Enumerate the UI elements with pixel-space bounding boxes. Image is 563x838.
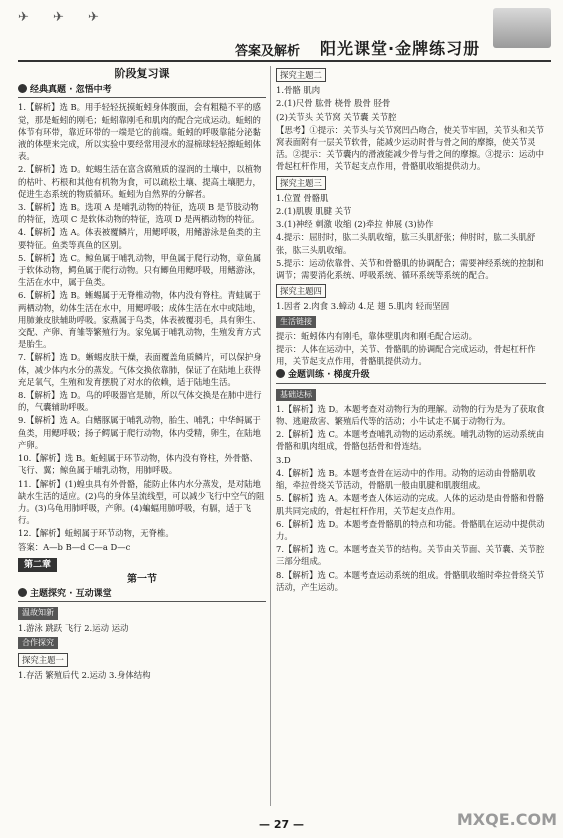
- answer-para: 2.【解析】选 C。本题考查哺乳动物的运动系统。哺乳动物的运动系统由骨骼和肌肉组成，骨骼包括骨和骨连结。: [276, 429, 545, 452]
- answer-para: 8.【解析】选 C。本题考查运动系统的组成。骨骼肌收缩时牵拉骨绕关节活动，产生运动。: [276, 569, 545, 592]
- line: 5.提示：运动依靠骨、关节和骨骼肌的协调配合；需要神经系统的控制和调节；需要消化系统、呼吸系统、循环系统等系统的配合。: [276, 257, 544, 281]
- answer-para: 11.【解析】(1)蝗虫具有外骨骼，能防止体内水分蒸发，是对陆地缺水生活的适应。(2)鸟的身体呈流线型，可以减少飞行中空气的阻力。(3)乌龟用肺呼吸，产卵。(4)蝙蝠用肺呼吸，有膈，适于飞行。: [18, 478, 265, 526]
- answer-para: 8.【解析】选 D。鸟的呼吸器官是肺，所以气体交换是在肺中进行的，气囊辅助呼吸。: [18, 390, 262, 413]
- page-number: — 27 —: [259, 818, 304, 831]
- line: 1.游泳 跳跃 飞行 2.运动 运动: [18, 622, 129, 633]
- answer-para: 3.D: [276, 454, 291, 465]
- answer-para: 1.【解析】选 D。本题考查对动物行为的理解。动物的行为是为了获取食物、逃避敌害、繁殖后代等的活动；小牛试走不属于动物行为。: [276, 403, 545, 427]
- topic-box-4: 探究主题四: [276, 284, 326, 298]
- answer-para: 4.【解析】选 B。本题考查骨在运动中的作用。动物的运动由骨骼肌收缩，牵拉骨绕关节活动，骨骼肌一般由肌腱和肌腹组成。: [276, 467, 536, 491]
- header-graphic: [493, 8, 551, 48]
- chapter-label: 第二章: [18, 558, 57, 572]
- answer-para: 9.【解析】选 A。白鳍豚属于哺乳动物，胎生、哺乳；中华鲟属于鱼类，用鳃呼吸；扬子鳄属于爬行动物，体内受精，卵生，在陆地产卵。: [18, 415, 261, 450]
- line: 2.(1)肌腹 肌腱 关节: [276, 206, 352, 217]
- answer-para: 10.【解析】选 B。蚯蚓属于环节动物，体内没有脊柱，外骨骼、飞行、翼；鲸鱼属于哺乳动物，用肺呼吸。: [18, 453, 258, 476]
- band-classic-questions: 经典真题 · 忽悟中考: [18, 84, 266, 98]
- band-topic-explore: 主题探究 · 互动课堂: [18, 588, 266, 602]
- answer-para: 4.【解析】选 A。体表被覆鳞片，用鳃呼吸，用鳍游泳是鱼类的主要特征。鱼类等真鱼的区别。: [18, 227, 261, 250]
- topic-box-2: 探究主题二: [276, 68, 326, 82]
- badge-icon: [18, 588, 27, 597]
- line: 提示：人体在运动中，关节、骨骼肌的协调配合完成运动，骨起杠杆作用，关节起支点作用，骨骼肌提供动力。: [276, 344, 536, 367]
- tag-review: 温故知新: [18, 607, 58, 619]
- topic-box-1: 探究主题一: [18, 653, 68, 667]
- page-header: [0, 0, 563, 62]
- column-divider: [270, 66, 271, 806]
- subsection-title: 第一节: [127, 573, 157, 585]
- answer-para: 7.【解析】选 C。本题考查关节的结构。关节由关节面、关节囊、关节腔三部分组成。: [276, 544, 545, 567]
- header-left-title: 答案及解析: [235, 44, 301, 59]
- think-para: 【思考】①提示：关节头与关节窝凹凸吻合，使关节牢固，关节头和关节窝表面附有一层关节软骨，能减少运动时骨与骨之间的摩擦，使关节灵活。②提示：关节囊内的滑液能减少骨与骨之间的摩擦。③提示：运动中骨起杠杆作用，关节起支点作用，骨骼肌收缩提供动力。: [276, 124, 544, 172]
- right-column: [276, 66, 546, 594]
- line: 1.存活 繁殖后代 2.运动 3.身体结构: [18, 670, 151, 681]
- answer-para: 1.【解析】选 B。用手轻轻抚摸蚯蚓身体腹面，会有粗糙不平的感觉，那是蚯蚓的刚毛；蚯蚓靠刚毛和肌肉的配合完成运动。蚯蚓的体节有环带，靠近环带的一端是它的前端。蚯蚓的呼吸靠能分泌黏液的体壁来完成，所以实验中要经常用浸水的湿棉球轻轻擦蚯蚓体表。: [18, 102, 261, 162]
- birds-decoration: ✈ ✈ ✈: [18, 10, 109, 25]
- watermark: MXQE.COM: [456, 810, 557, 829]
- tag-basic: 基础达标: [276, 389, 316, 401]
- topic-box-3: 探究主题三: [276, 176, 326, 190]
- line: 4.提示：屈肘时，肱二头肌收缩，肱三头肌舒张；伸肘时，肱二头肌舒张，肱三头肌收缩。: [276, 232, 536, 255]
- answer-para: 2.【解析】选 D。蛇蜴生活在富含腐殖质的湿润的土壤中，以植物的枯叶、朽根和其他有机物为食，可以疏松土壤、提高土壤肥力，促进生态系统的物质循环。蚯蚓为自然界的分解者。: [18, 164, 262, 199]
- answer-line: 答案：A—b B—d C—a D—c: [18, 541, 131, 552]
- line: 1.因者 2.肉食 3.蟑动 4.足 翅 5.肌肉 轻而坚固: [276, 301, 450, 312]
- line: 1.位置 骨骼肌: [276, 192, 329, 203]
- tag-life-link: 生活链接: [276, 316, 316, 328]
- header-rule: [18, 60, 551, 62]
- answer-para: 7.【解析】选 D。蜥蜴皮肤干燥，表面覆盖角质鳞片，可以保护身体，减少体内水分的蒸发。气体交换依靠肺，保证了在陆地上获得充足氧气，生殖和发育摆脱了对水的依赖，适于陆地生活。: [18, 352, 262, 387]
- left-column: [18, 66, 266, 682]
- answer-para: 6.【解析】选 D。本题考查骨骼肌的特点和功能。骨骼肌在运动中提供动力。: [276, 518, 545, 541]
- tag-cooperate: 合作探究: [18, 637, 58, 649]
- header-right-title: 阳光课堂·金牌练习册: [320, 39, 481, 58]
- line: 3.(1)神经 刺激 收缩 (2)牵拉 伸展 (3)协作: [276, 219, 434, 230]
- badge-icon: [276, 369, 285, 378]
- band-training: 金题训练 · 梯度升级: [276, 369, 546, 383]
- answer-para: 5.【解析】选 A。本题考查人体运动的完成。人体的运动是由骨骼和骨骼肌共同完成的，骨起杠杆作用，关节起支点作用。: [276, 493, 544, 516]
- answer-para: 12.【解析】蚯蚓属于环节动物，无脊椎。: [18, 528, 174, 539]
- line: 2.(1)尺骨 肱骨 桡骨 股骨 胫骨: [276, 98, 391, 109]
- line: 提示：蚯蚓体内有刚毛，靠体壁肌肉和刚毛配合运动。: [276, 330, 477, 341]
- badge-icon: [18, 84, 27, 93]
- line: 1.骨骼 肌肉: [276, 85, 321, 96]
- answer-para: 3.【解析】选 B。选项 A 是哺乳动物的特征，选项 B 是节肢动物的特征，选项 C 是软体动物的特征，选项 D 是两栖动物的特征。: [18, 202, 260, 225]
- section-title: 阶段复习课: [114, 67, 170, 80]
- answer-para: 6.【解析】选 B。蜥蜴属于无脊椎动物，体内没有脊柱。青蛙属于两栖动物，幼体生活在水中，用鳃呼吸；成体生活在水中或陆地，用肺兼皮肤辅助呼吸。家燕属于鸟类，体表被覆羽毛，具有卵生、交配、产卵、育雏等繁殖行为。家兔属于哺乳动物，生殖发育方式是胎生。: [18, 290, 261, 350]
- answer-para: 5.【解析】选 C。鲸鱼属于哺乳动物，甲鱼属于爬行动物，章鱼属于软体动物，鳄鱼属于爬行动物。只有鲫鱼用鳃呼吸，用鳍游泳，生活在水中，属于鱼类。: [18, 252, 262, 288]
- line: (2)关节头 关节窝 关节囊 关节腔: [276, 111, 397, 122]
